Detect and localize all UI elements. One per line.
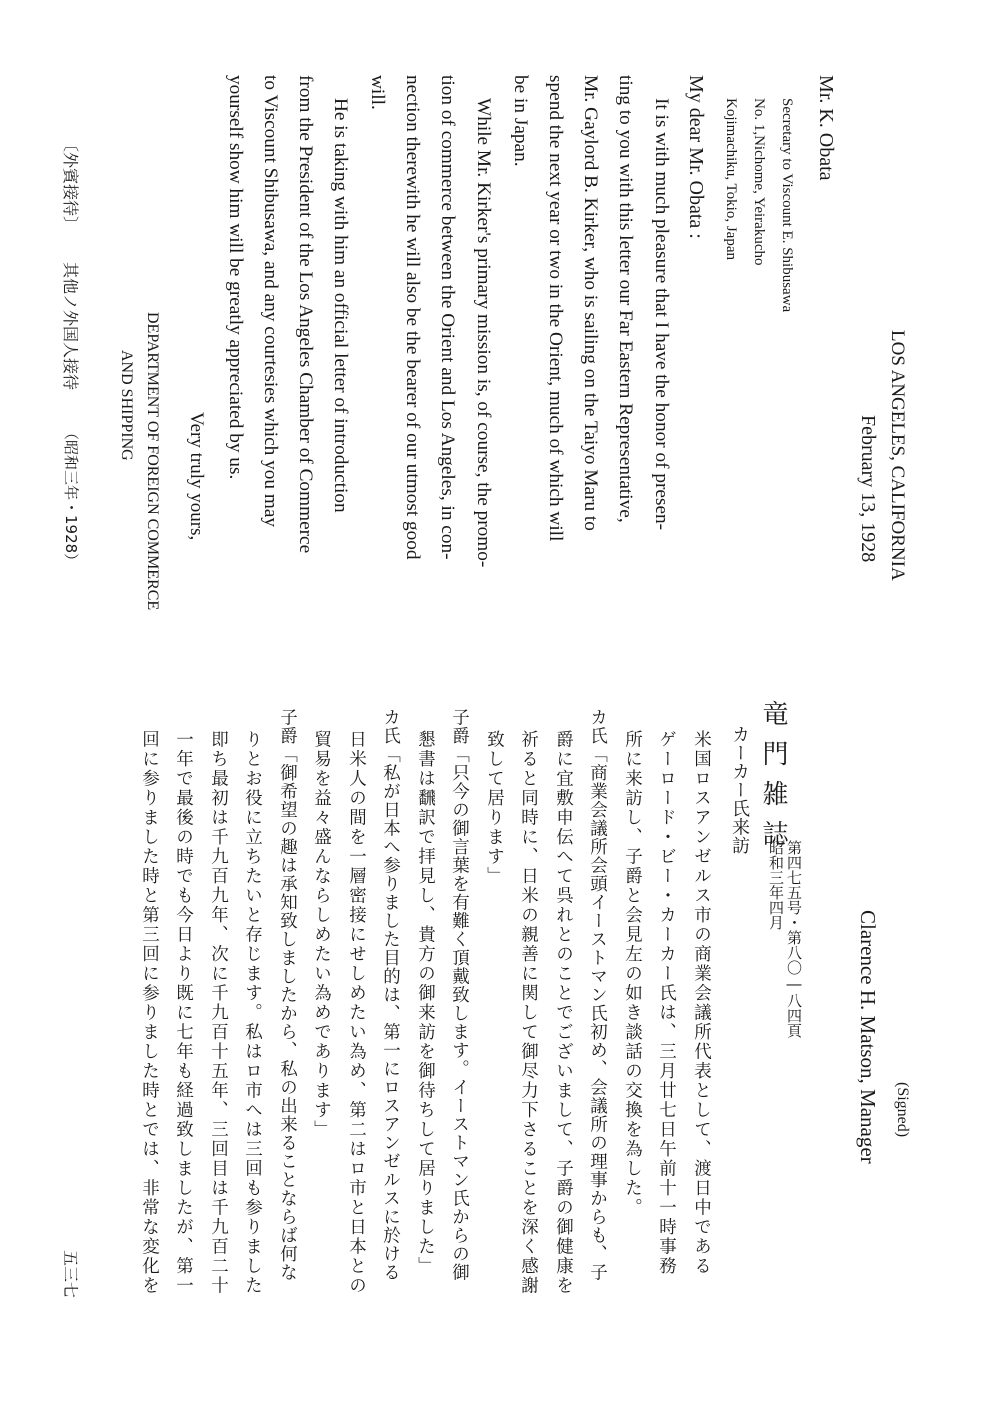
body-line: will. <box>367 75 388 110</box>
article-column: 子爵「只今の御言葉を有難く頂戴致します。イーストマン氏からの御 <box>449 708 470 1282</box>
article-column: 貿易を益々盛んならしめたい為めであります」 <box>311 730 332 1140</box>
body-line: It is with much pleasure that I have the honor of presen- <box>651 98 672 531</box>
address-line: Kojimachiku, Tokio, Japan <box>723 98 739 260</box>
department-line: DEPARTMENT OF FOREIGN COMMERCE <box>144 312 161 611</box>
department-line: AND SHIPPING <box>118 350 135 461</box>
article-column: カ氏「商業会議所会頭イーストマン氏初め、会議所の理事からも、子 <box>587 708 608 1282</box>
signed-note: (Signed) <box>894 1082 911 1138</box>
article-title: カーカー氏来訪 <box>729 725 750 855</box>
footer-subject: 其他ノ外国人接待 <box>61 262 80 391</box>
article-column: 懇書は飜訳で拝見し、貴方の御来訪を御待ちして居りました」 <box>415 730 436 1276</box>
body-line: tion of commerce between the Orient and Los Angeles, in con- <box>437 75 458 560</box>
letter-addressee: Mr. K. Obata <box>815 75 837 181</box>
article-column: 子爵「御希望の趣は承知致しましたから、私の出来ることならば何な <box>277 708 298 1282</box>
body-line: yourself show him will be greatly appreciated by us. <box>225 75 246 480</box>
body-line: He is taking with him an official letter of introduction <box>330 98 351 513</box>
article-column: ゲーロード・ビー・カーカー氏は、三月廿七日午前十一時事務 <box>656 730 677 1276</box>
body-line: be in Japan. <box>510 75 531 167</box>
article-column: りとお役に立ちたいと存じます。私はロ市へは三回も参りました <box>242 730 263 1296</box>
body-line: from the President of the Los Angeles Chamber of Commerce <box>295 75 316 554</box>
article-column: 日米人の間を一層密接にせしめたい為め、第二はロ市と日本との <box>346 730 367 1296</box>
article-column: 一年で最後の時でも今日より既に七年も経過致しましたが、第一 <box>173 730 194 1296</box>
article-column: 祈ると同時に、日米の親善に関して御尽力下さることを深く感謝 <box>518 730 539 1296</box>
body-line: spend the next year or two in the Orient, much of which will <box>545 75 566 542</box>
article-column: 所に来訪し、子爵と会見左の如き談話の交換を為した。 <box>622 730 643 1218</box>
footer-era: （昭和三年・1928） <box>62 425 80 569</box>
issue-line: 第四七五号・第八〇―八四頁 <box>785 840 803 1038</box>
article-column: 爵に宜敷申伝へて呉れとのことでございまして、子爵の御健康を <box>553 730 574 1296</box>
page-number: 五三七 <box>61 1250 80 1299</box>
letter-closing: Very truly yours, <box>186 412 207 541</box>
footer-section: 〔外賓接待〕 <box>61 136 80 233</box>
article-column: 即ち最初は千九百九年、次に千九百十五年、三回目は千九百二十 <box>208 730 229 1296</box>
article-column: 米国ロスアンゼルス市の商業会議所代表として、渡日中である <box>691 730 712 1276</box>
letter-signature: Clarence H. Matson, Manager <box>856 910 880 1164</box>
letter-place: LOS ANGELES, CALIFORNIA <box>887 330 908 581</box>
body-line: to Viscount Shibusawa, and any courtesies which you may <box>260 75 281 528</box>
body-line: ting to you with this letter our Far Eastern Representative, <box>615 75 636 523</box>
article-column: 致して居ります」 <box>484 730 505 886</box>
body-line: While Mr. Kirker's primary mission is, of course, the promo- <box>473 98 494 568</box>
letter-date: February 13, 1928 <box>857 415 879 563</box>
address-line: No. 1,Nichome, Yeirakucho <box>751 98 767 266</box>
journal-title: 竜門雑誌 <box>758 700 788 860</box>
article-column: 回に参りました時と第三回に参りました時とでは、非常な変化を <box>139 730 160 1296</box>
body-line: nection therewith he will also be the bearer of our utmost good <box>402 75 423 560</box>
address-line: Secretary to Viscount E. Shibusawa <box>779 98 795 313</box>
body-line: Mr. Gaylord B. Kirker, who is sailing on the Taiyo Maru to <box>580 75 601 531</box>
letter-salutation: My dear Mr. Obata : <box>685 75 707 239</box>
article-column: カ氏「私が日本へ参りました目的は、第一にロスアンゼルスに於ける <box>380 708 401 1282</box>
issue-line: 昭和三年四月 <box>767 840 785 930</box>
